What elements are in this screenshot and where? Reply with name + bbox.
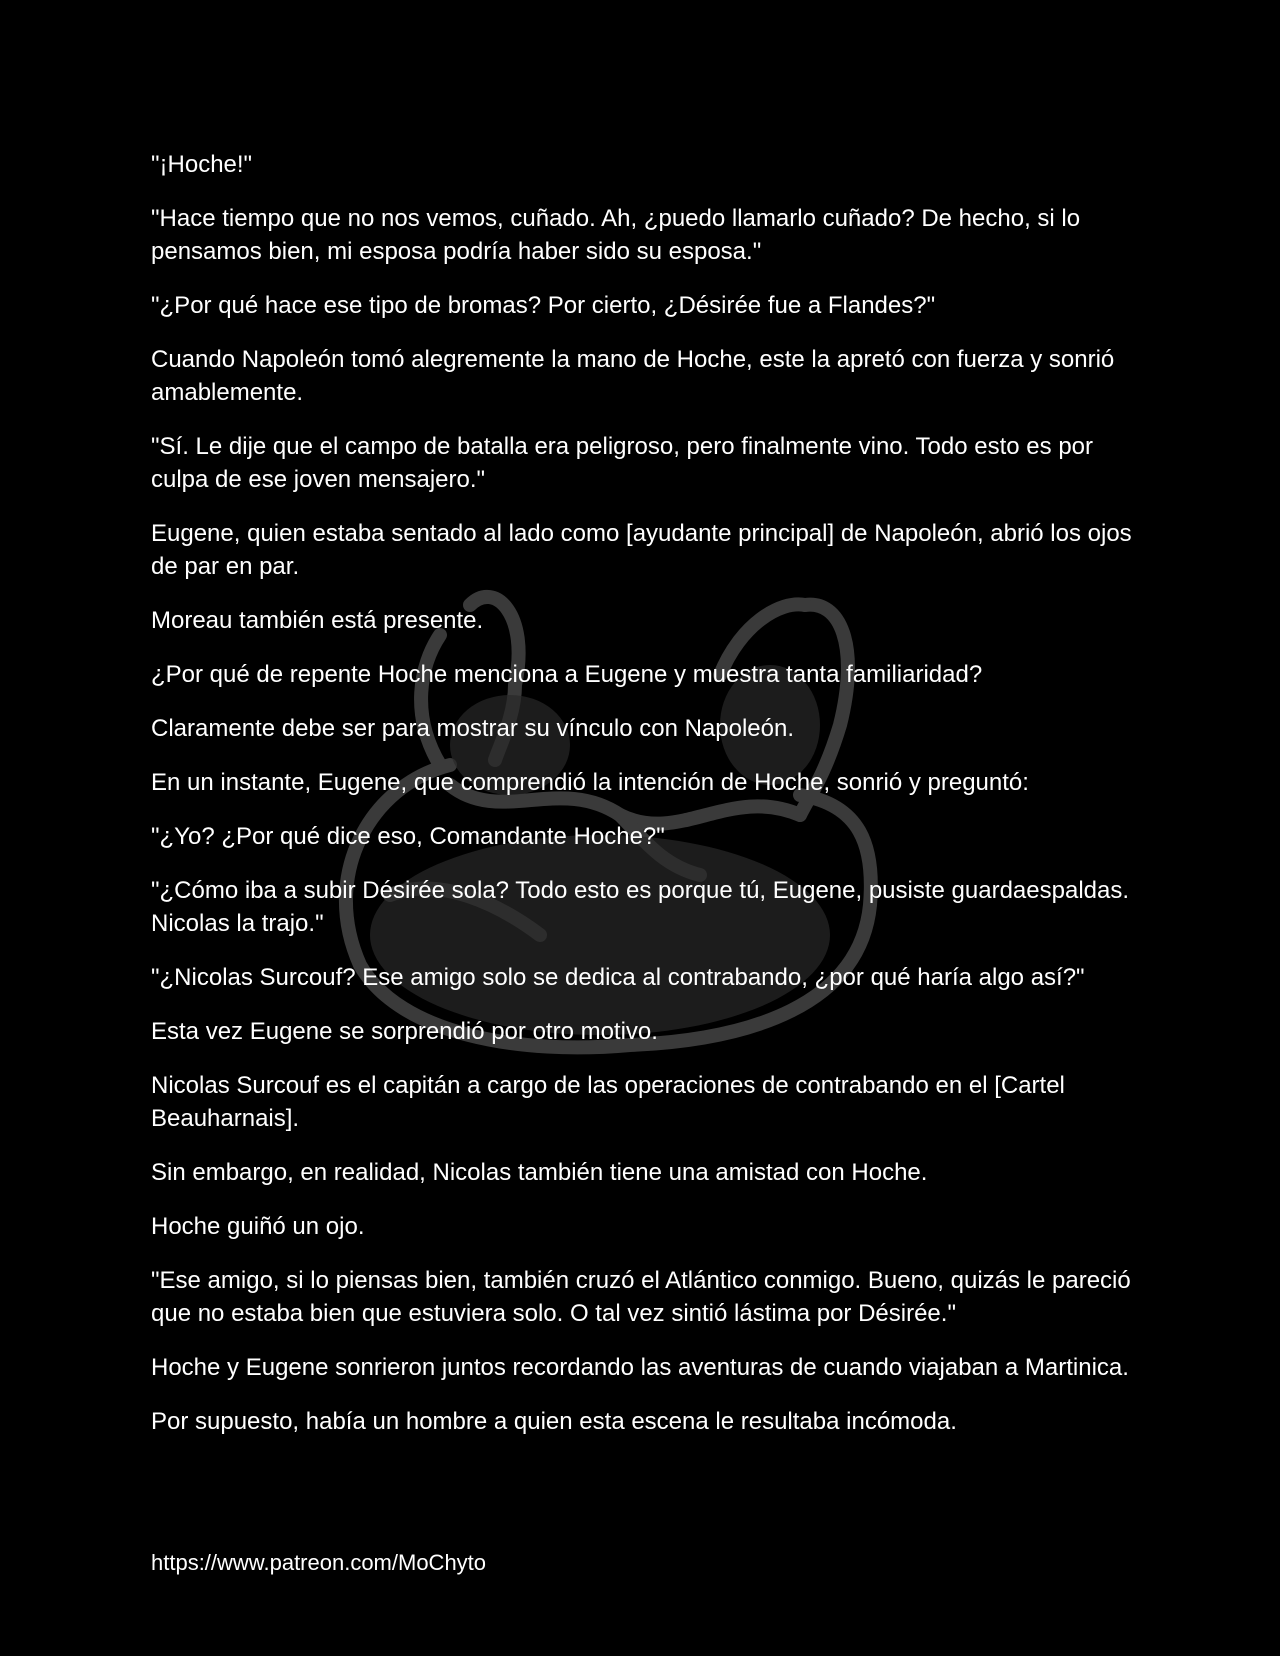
paragraph: Nicolas Surcouf es el capitán a cargo de las operaciones de contrabando en el [Cartel Beauharnais]. [151,1072,1065,1132]
paragraph: "¿Cómo iba a subir Désirée sola? Todo esto es porque tú, Eugene, pusiste guardaespaldas. Nicolas la trajo." [151,877,1130,937]
paragraph: "Sí. Le dije que el campo de batalla era peligroso, pero finalmente vino. Todo esto es por culpa de ese joven mensajero." [151,433,1093,493]
paragraph: "¡Hoche!" [151,151,253,178]
paragraph: "Ese amigo, si lo piensas bien, también cruzó el Atlántico conmigo. Bueno, quizás le pareció que no estaba bien que estuviera solo. O tal vez sintió lástima por Désirée." [151,1267,1131,1327]
paragraph: Moreau también está presente. [151,607,484,634]
paragraph: En un instante, Eugene, que comprendió la intención de Hoche, sonrió y preguntó: [151,769,1029,796]
paragraph: "¿Yo? ¿Por qué dice eso, Comandante Hoche?" [151,823,665,850]
paragraph: "¿Nicolas Surcouf? Ese amigo solo se dedica al contrabando, ¿por qué haría algo así?" [151,964,1085,991]
paragraph: Claramente debe ser para mostrar su vínculo con Napoleón. [151,715,795,742]
paragraph: ¿Por qué de repente Hoche menciona a Eugene y muestra tanta familiaridad? [151,661,983,688]
paragraph: "¿Por qué hace ese tipo de bromas? Por cierto, ¿Désirée fue a Flandes?" [151,292,936,319]
patreon-link[interactable]: https://www.patreon.com/MoChyto [151,1550,487,1575]
paragraph: Eugene, quien estaba sentado al lado como [ayudante principal] de Napoleón, abrió los ojos de par en par. [151,520,1132,580]
paragraph: Por supuesto, había un hombre a quien esta escena le resultaba incómoda. [151,1408,957,1435]
paragraph: Hoche guiñó un ojo. [151,1213,365,1240]
paragraph: Hoche y Eugene sonrieron juntos recordando las aventuras de cuando viajaban a Martinica. [151,1354,1129,1381]
paragraph: Cuando Napoleón tomó alegremente la mano de Hoche, este la apretó con fuerza y sonrió amablemente. [151,346,1115,406]
paragraph: "Hace tiempo que no nos vemos, cuñado. Ah, ¿puedo llamarlo cuñado? De hecho, si lo pensamos bien, mi esposa podría haber sido su esposa." [151,205,1081,265]
paragraph: Esta vez Eugene se sorprendió por otro motivo. [151,1018,658,1045]
chapter-text [151,148,1141,1459]
paragraph: Sin embargo, en realidad, Nicolas también tiene una amistad con Hoche. [151,1159,928,1186]
